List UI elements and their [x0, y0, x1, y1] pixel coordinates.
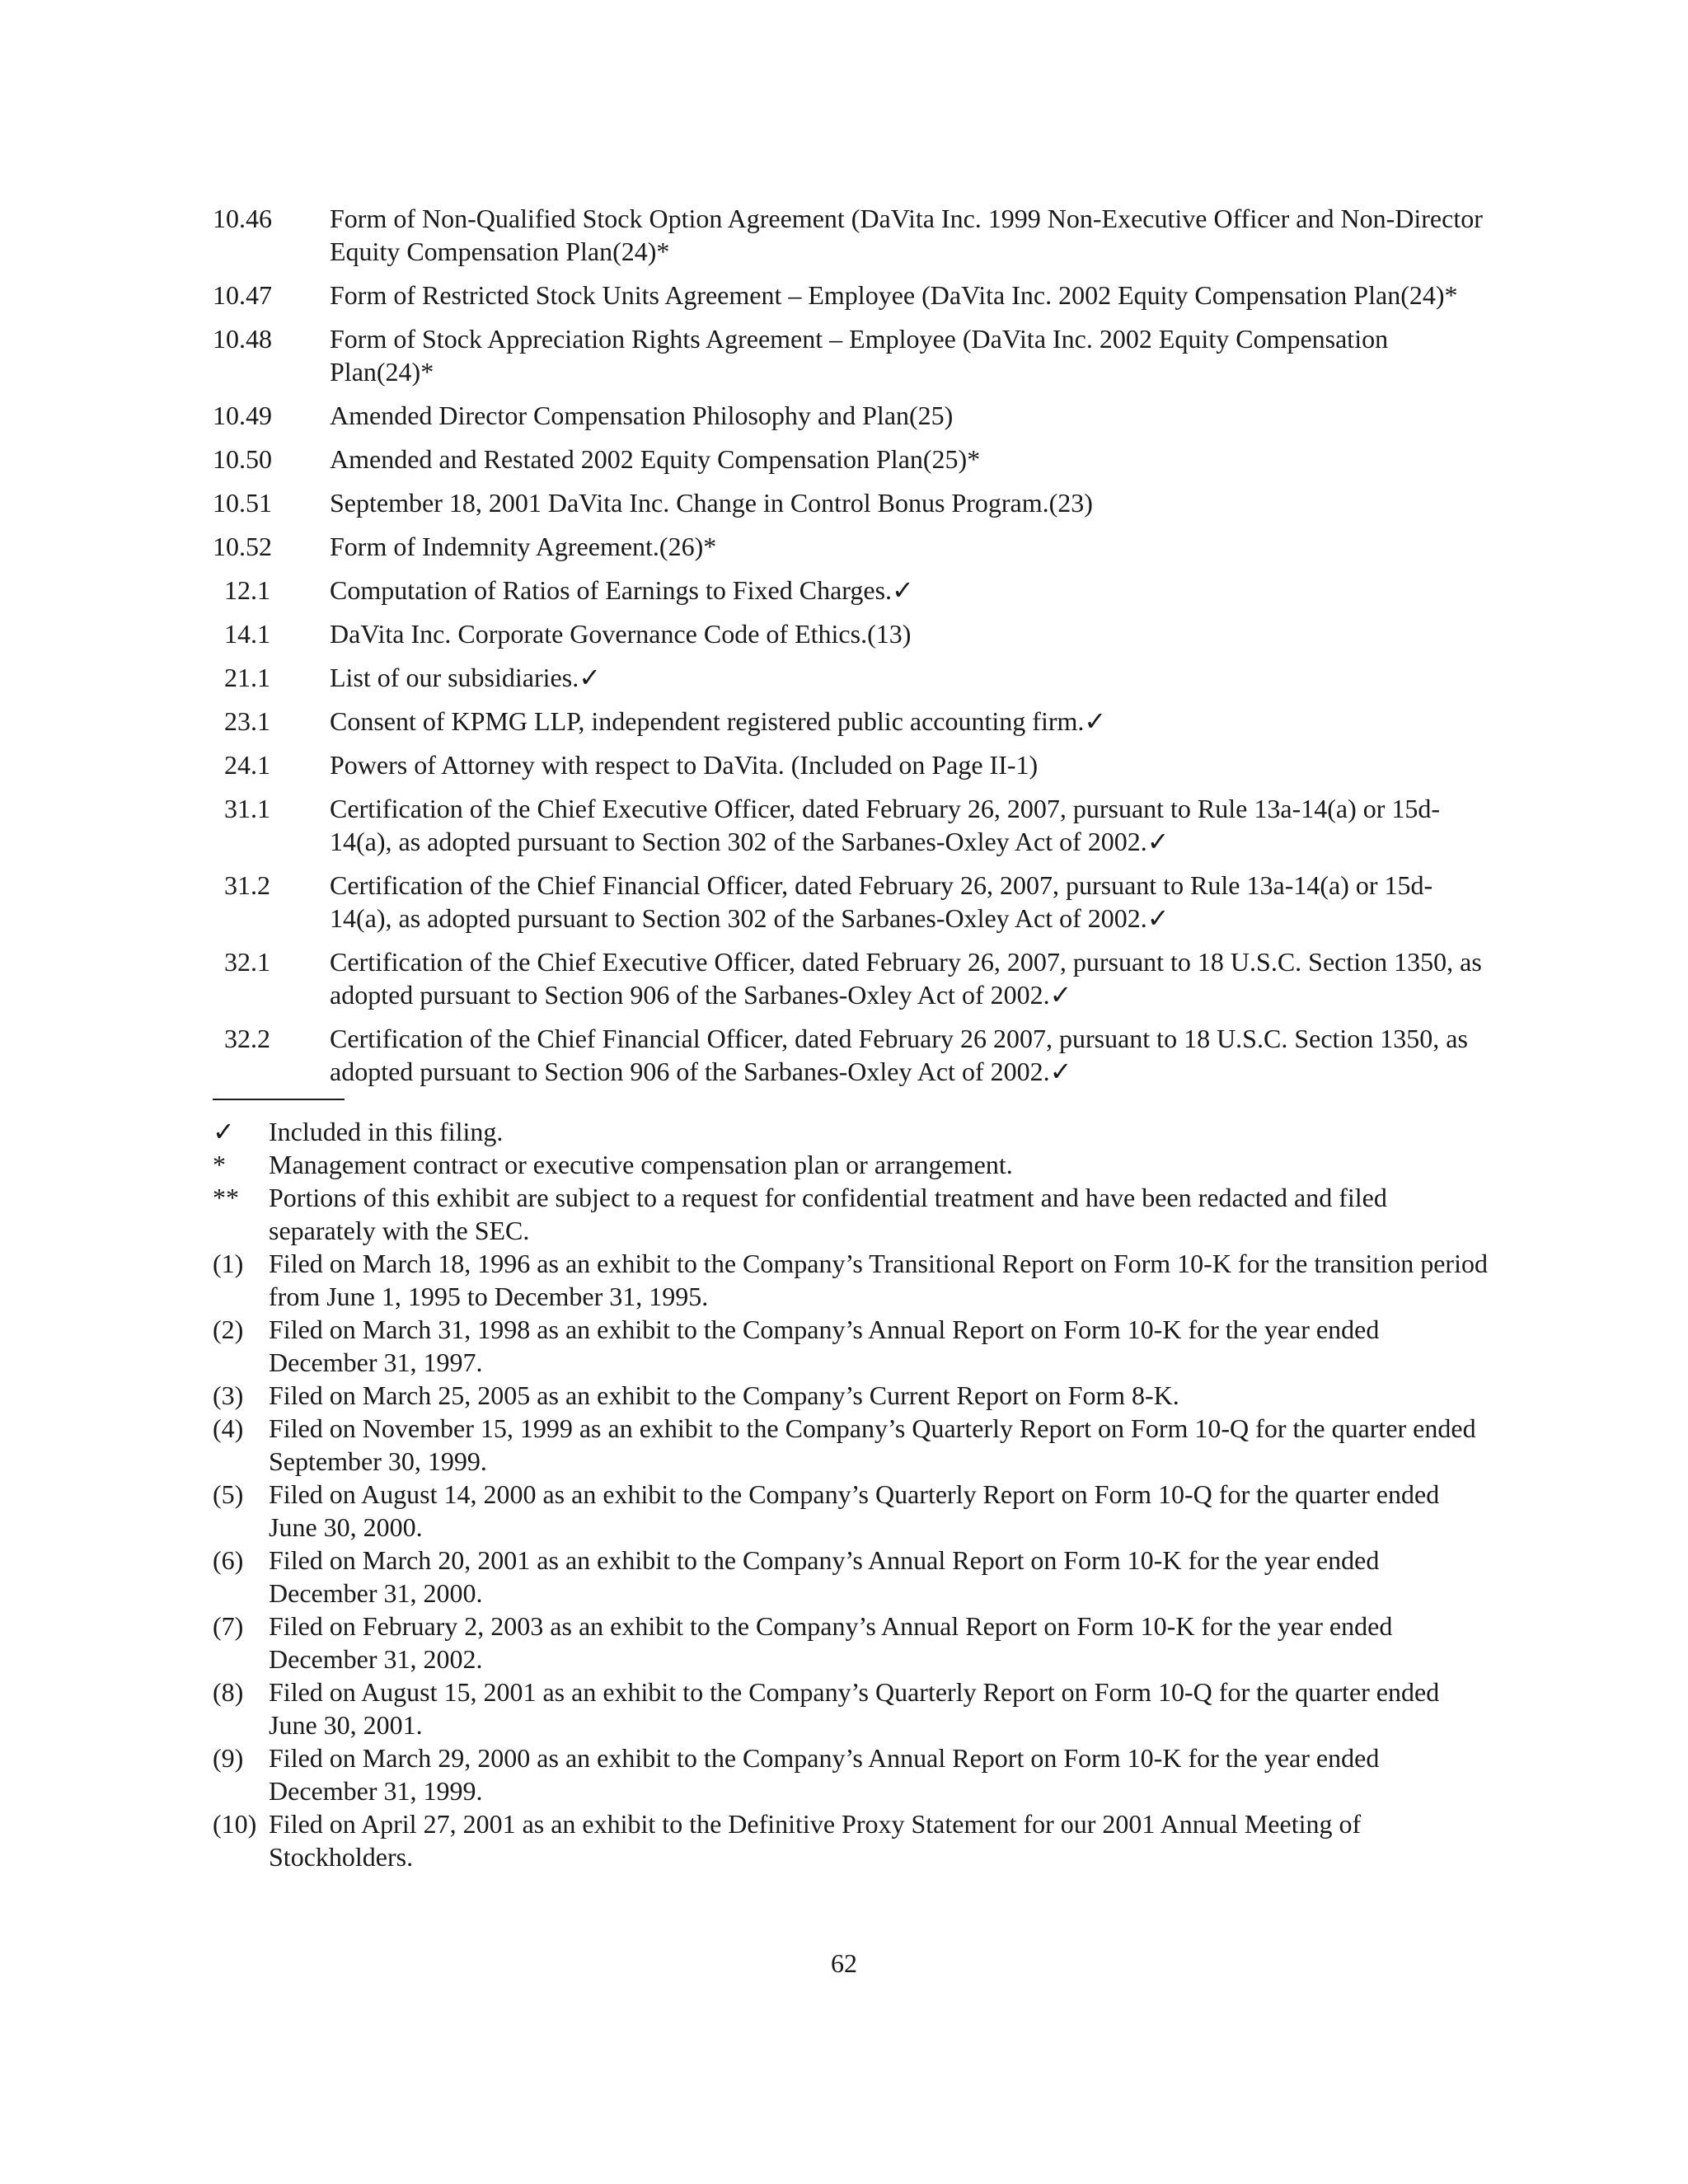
- footnote: [213, 1675, 1490, 1741]
- exhibit-row: [213, 530, 1490, 563]
- footnote-mark: (2): [213, 1315, 244, 1344]
- page-number: 62: [831, 1948, 857, 1978]
- exhibit-row: [213, 792, 1490, 858]
- exhibit-description: Form of Restricted Stock Units Agreement – Employee (DaVita Inc. 2002 Equity Compensation Plan(24)*: [330, 280, 1458, 310]
- footnote-text: Filed on March 29, 2000 as an exhibit to the Company’s Annual Report on Form 10-K for the year ended December 31, 1999.: [269, 1743, 1380, 1806]
- exhibit-row: [213, 1022, 1490, 1088]
- exhibit-row: [213, 486, 1490, 519]
- footnote-text: Management contract or executive compensation plan or arrangement.: [269, 1150, 1013, 1179]
- footnote-mark: **: [213, 1183, 239, 1212]
- exhibit-row: [213, 202, 1490, 268]
- exhibit-row: [213, 661, 1490, 694]
- footnote: [213, 1181, 1490, 1247]
- exhibit-row: [213, 617, 1490, 650]
- exhibit-number: 12.1: [224, 575, 270, 605]
- exhibit-description: September 18, 2001 DaVita Inc. Change in Control Bonus Program.(23): [330, 488, 1093, 518]
- exhibit-row: [213, 279, 1490, 312]
- exhibit-number: 32.2: [224, 1024, 270, 1053]
- footnote: [213, 1148, 1490, 1181]
- footnote-mark: (5): [213, 1479, 244, 1509]
- exhibit-number: 10.50: [213, 444, 272, 474]
- footnote-mark: (8): [213, 1677, 244, 1707]
- footnote: [213, 1313, 1490, 1379]
- checkmark-icon: ✓: [213, 1117, 235, 1146]
- document-page: [213, 202, 1490, 1873]
- exhibit-description: Computation of Ratios of Earnings to Fixed Charges.✓: [330, 575, 914, 605]
- footnote: [213, 1247, 1490, 1313]
- exhibit-number: 10.52: [213, 532, 272, 561]
- footnote: [213, 1412, 1490, 1478]
- exhibit-row: [213, 705, 1490, 738]
- footnote: [213, 1478, 1490, 1544]
- exhibit-row: [213, 869, 1490, 935]
- footnote: [213, 1610, 1490, 1675]
- exhibit-number: 31.2: [224, 870, 270, 900]
- footnote-divider: [213, 1099, 345, 1100]
- footnote: [213, 1741, 1490, 1807]
- exhibit-number: 23.1: [224, 706, 270, 736]
- exhibit-description: List of our subsidiaries.✓: [330, 663, 601, 692]
- footnote-text: Filed on April 27, 2001 as an exhibit to the Definitive Proxy Statement for our 2001 Annual Meeting of Stockholders.: [269, 1809, 1362, 1872]
- footnote-mark: (7): [213, 1611, 244, 1641]
- footnote-mark: (6): [213, 1545, 244, 1575]
- exhibit-number: 10.47: [213, 280, 272, 310]
- exhibit-description: Powers of Attorney with respect to DaVita. (Included on Page II-1): [330, 750, 1039, 780]
- footnote: [213, 1115, 1490, 1148]
- footnote-text: Filed on February 2, 2003 as an exhibit to the Company’s Annual Report on Form 10-K for the year ended December 31, 2002.: [269, 1611, 1393, 1674]
- footnote: [213, 1544, 1490, 1610]
- exhibit-list: [213, 202, 1490, 1088]
- footnote-list: [213, 1115, 1490, 1873]
- exhibit-number: 10.46: [213, 204, 272, 233]
- footnote-text: Filed on March 31, 1998 as an exhibit to the Company’s Annual Report on Form 10-K for the year ended December 31, 1997.: [269, 1315, 1380, 1377]
- exhibit-description: Consent of KPMG LLP, independent registered public accounting firm.✓: [330, 706, 1107, 736]
- footnote-text: Portions of this exhibit are subject to a request for confidential treatment and have been redacted and filed separately with the SEC.: [269, 1183, 1387, 1245]
- exhibit-number: 32.1: [224, 947, 270, 977]
- footnote-mark: (1): [213, 1249, 244, 1278]
- footnote-mark: (3): [213, 1380, 244, 1410]
- footnote: [213, 1379, 1490, 1412]
- exhibit-number: 24.1: [224, 750, 270, 780]
- exhibit-row: [213, 574, 1490, 607]
- footnote-mark: (10): [213, 1809, 257, 1839]
- exhibit-number: 14.1: [224, 619, 270, 649]
- exhibit-description: Amended Director Compensation Philosophy and Plan(25): [330, 401, 954, 430]
- footnote-text: Filed on August 15, 2001 as an exhibit to the Company’s Quarterly Report on Form 10-Q for the quarter ended June 30, 2001.: [269, 1677, 1440, 1740]
- exhibit-number: 10.49: [213, 401, 272, 430]
- exhibit-row: [213, 748, 1490, 781]
- footnote-text: Included in this filing.: [269, 1117, 504, 1146]
- exhibit-description: Amended and Restated 2002 Equity Compensation Plan(25)*: [330, 444, 981, 474]
- footnote-text: Filed on March 20, 2001 as an exhibit to the Company’s Annual Report on Form 10-K for the year ended December 31, 2000.: [269, 1545, 1380, 1608]
- exhibit-row: [213, 945, 1490, 1011]
- exhibit-row: [213, 443, 1490, 476]
- exhibit-description: Form of Indemnity Agreement.(26)*: [330, 532, 717, 561]
- footnote-mark: *: [213, 1150, 226, 1179]
- exhibit-description: Form of Stock Appreciation Rights Agreement – Employee (DaVita Inc. 2002 Equity Compensation Plan(24)*: [330, 324, 1389, 387]
- exhibit-row: [213, 322, 1490, 388]
- footnote-text: Filed on March 25, 2005 as an exhibit to the Company’s Current Report on Form 8-K.: [269, 1380, 1179, 1410]
- footnote-mark: (9): [213, 1743, 244, 1773]
- exhibit-number: 10.51: [213, 488, 272, 518]
- footnote-mark: (4): [213, 1413, 244, 1443]
- exhibit-description: Certification of the Chief Executive Officer, dated February 26, 2007, pursuant to Rule 13a-14(a) or 15d-14(a), as adopted pursuant to Section 302 of the Sarbanes-Oxley Act of 2002.✓: [330, 794, 1441, 856]
- exhibit-description: Certification of the Chief Financial Officer, dated February 26 2007, pursuant to 18 U.S.C. Section 1350, as adopted pursuant to Section 906 of the Sarbanes-Oxley Act of 2002.✓: [330, 1024, 1468, 1086]
- exhibit-number: 10.48: [213, 324, 272, 354]
- footnote-text: Filed on March 18, 1996 as an exhibit to the Company’s Transitional Report on Form 10-K for the transition period from June 1, 1995 to December 31, 1995.: [269, 1249, 1488, 1311]
- exhibit-description: Form of Non-Qualified Stock Option Agreement (DaVita Inc. 1999 Non-Executive Officer and Non-Director Equity Compensation Plan(24)*: [330, 204, 1483, 266]
- exhibit-number: 31.1: [224, 794, 270, 823]
- exhibit-description: Certification of the Chief Executive Officer, dated February 26, 2007, pursuant to 18 U.S.C. Section 1350, as adopted pursuant to Section 906 of the Sarbanes-Oxley Act of 2002.✓: [330, 947, 1482, 1010]
- exhibit-row: [213, 399, 1490, 432]
- exhibit-number: 21.1: [224, 663, 270, 692]
- exhibit-description: DaVita Inc. Corporate Governance Code of Ethics.(13): [330, 619, 912, 649]
- footnote-text: Filed on November 15, 1999 as an exhibit to the Company’s Quarterly Report on Form 10-Q for the quarter ended September 30, 1999.: [269, 1413, 1476, 1476]
- exhibit-description: Certification of the Chief Financial Officer, dated February 26, 2007, pursuant to Rule 13a-14(a) or 15d-14(a), as adopted pursuant to Section 302 of the Sarbanes-Oxley Act of 2002.✓: [330, 870, 1433, 933]
- footnote: [213, 1807, 1490, 1873]
- footnote-text: Filed on August 14, 2000 as an exhibit to the Company’s Quarterly Report on Form 10-Q for the quarter ended June 30, 2000.: [269, 1479, 1440, 1542]
